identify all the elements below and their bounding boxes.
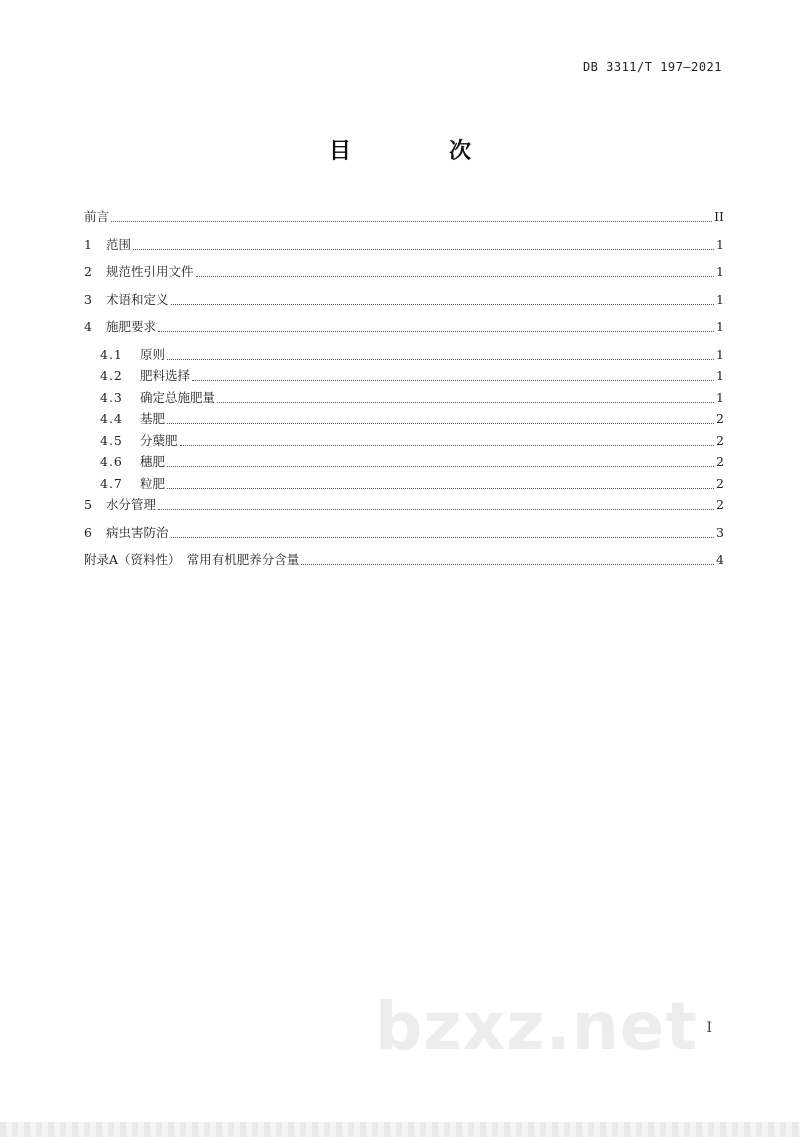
- toc-subentry[interactable]: [84, 430, 724, 451]
- toc-dot-leader: [158, 331, 714, 332]
- toc-entry-number: 4.2: [100, 368, 123, 383]
- toc-entry-number: 3: [84, 291, 92, 307]
- toc-entry-number: 5: [84, 497, 92, 512]
- toc-entry-page: 3: [716, 524, 724, 540]
- toc-subentry[interactable]: [84, 473, 724, 494]
- toc-entry-label: 施肥要求: [106, 319, 157, 334]
- toc-entry-page: 1: [716, 389, 724, 405]
- toc-dot-leader: [158, 509, 714, 510]
- toc-entry[interactable]: [84, 316, 724, 337]
- toc-entry[interactable]: [84, 289, 724, 310]
- toc-entry-label: 基肥: [140, 411, 166, 426]
- toc-entry-number: 4.3: [100, 389, 123, 405]
- toc-entry-label: 附录A（资料性） 常用有机肥养分含量: [84, 552, 300, 567]
- toc-dot-leader: [167, 423, 714, 424]
- toc-entry-page: 4: [716, 552, 724, 567]
- toc-entry-number: 4.4: [100, 411, 123, 426]
- toc-entry-page: II: [714, 209, 724, 224]
- toc-entry[interactable]: [84, 522, 724, 543]
- toc-entry-number: 4.5: [100, 432, 123, 448]
- toc-entry-number: 4.1: [100, 346, 123, 362]
- watermark: bzxz.net: [375, 988, 699, 1065]
- toc-entry-label: 前言: [84, 209, 110, 224]
- toc-entry-label: 规范性引用文件: [106, 264, 194, 279]
- toc-entry-label: 范围: [106, 236, 132, 252]
- toc-entry-page: 1: [716, 291, 724, 307]
- toc-entry-label: 原则: [140, 346, 166, 362]
- toc-entry-page: 2: [716, 475, 724, 491]
- toc-entry-label: 术语和定义: [106, 291, 169, 307]
- toc-entry-page: 2: [716, 432, 724, 448]
- toc-entry-label: 分蘖肥: [140, 432, 178, 448]
- toc-dot-leader: [301, 564, 714, 565]
- toc-dot-leader: [196, 276, 714, 277]
- toc-subentry[interactable]: [84, 365, 724, 386]
- toc-entry[interactable]: [84, 494, 724, 515]
- toc-entry-number: 1: [84, 236, 92, 252]
- toc-subentry[interactable]: [84, 451, 724, 472]
- toc-entry-page: 2: [716, 497, 724, 512]
- toc-entry-number: 4.7: [100, 475, 123, 491]
- toc-dot-leader: [217, 402, 714, 403]
- toc-subentry[interactable]: [84, 408, 724, 429]
- toc-entry-number: 4: [84, 319, 92, 334]
- toc-subentry[interactable]: [84, 344, 724, 365]
- toc-dot-leader: [192, 380, 714, 381]
- toc-entry-page: 1: [716, 264, 724, 279]
- toc-dot-leader: [180, 445, 714, 446]
- toc-entry-number: 2: [84, 264, 92, 279]
- toc-entry-page: 2: [716, 454, 724, 469]
- toc-dot-leader: [167, 488, 714, 489]
- toc-entry-page: 1: [716, 319, 724, 334]
- toc-dot-leader: [171, 304, 714, 305]
- toc-entry-page: 1: [716, 368, 724, 383]
- toc-entry-page: 1: [716, 236, 724, 252]
- page-bottom-strip: [0, 1122, 800, 1137]
- toc-entry-page: 1: [716, 346, 724, 362]
- toc-entry-number: 4.6: [100, 454, 123, 469]
- toc-entry-label: 确定总施肥量: [140, 389, 216, 405]
- toc-entry[interactable]: [84, 261, 724, 282]
- toc-entry-label: 病虫害防治: [106, 524, 169, 540]
- document-code: DB 3311/T 197—2021: [582, 60, 722, 74]
- toc-dot-leader: [133, 249, 714, 250]
- table-of-contents: [84, 206, 724, 577]
- toc-entry-number: 6: [84, 524, 92, 540]
- toc-entry-label: 水分管理: [106, 497, 157, 512]
- page-number: I: [706, 1020, 712, 1036]
- toc-entry[interactable]: [84, 234, 724, 255]
- toc-entry-page: 2: [716, 411, 724, 426]
- toc-entry-label: 粒肥: [140, 475, 166, 491]
- toc-entry-label: 穗肥: [140, 454, 166, 469]
- toc-subentry[interactable]: [84, 387, 724, 408]
- toc-dot-leader: [111, 221, 712, 222]
- page-title: 目 次: [328, 139, 509, 164]
- toc-entry[interactable]: [84, 206, 724, 227]
- toc-entry-label: 肥料选择: [140, 368, 191, 383]
- toc-dot-leader: [167, 359, 714, 360]
- toc-dot-leader: [171, 537, 714, 538]
- toc-entry[interactable]: [84, 549, 724, 570]
- toc-dot-leader: [167, 466, 714, 467]
